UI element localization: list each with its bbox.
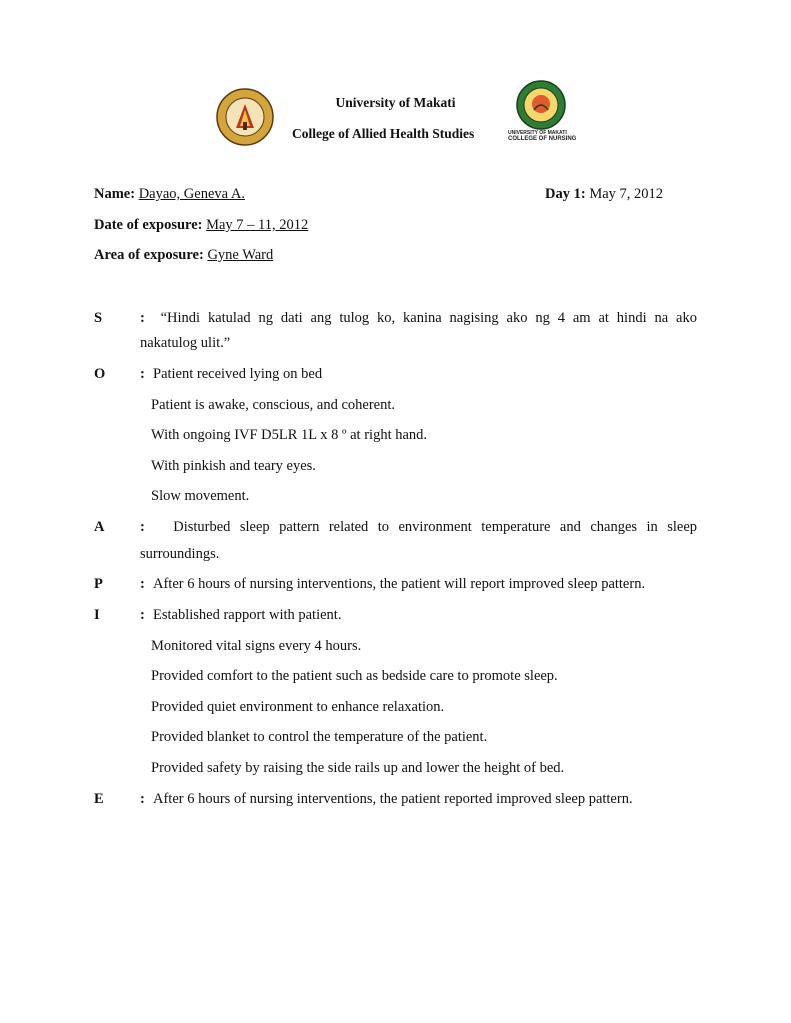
colon: :	[140, 791, 145, 807]
soap-letter-e: E	[94, 791, 104, 807]
day-row	[545, 186, 663, 203]
subjective-text-1: “Hindi katulad ng dati ang tulog ko, kanina nagising ako ng 4 am at hindi na ako	[160, 310, 697, 326]
intervention-item: Provided comfort to the patient such as bedside care to promote sleep.	[151, 668, 558, 684]
seal-caption-line-2: COLLEGE OF NURSING	[508, 136, 577, 142]
name-value: Dayao, Geneva A.	[138, 186, 245, 202]
objective-item: With ongoing IVF D5LR 1L x 8 º at right hand.	[151, 427, 428, 443]
college-title: College of Allied Health Studies	[292, 126, 475, 141]
date-row	[94, 217, 308, 234]
evaluation-text: After 6 hours of nursing interventions, the patient reported improved sleep pattern.	[153, 791, 633, 807]
subjective-line-2: nakatulog ulit.”	[140, 335, 231, 351]
name-label: Name:	[94, 186, 136, 202]
soap-letter-o: O	[94, 366, 106, 382]
intervention-item: Provided quiet environment to enhance relaxation.	[151, 699, 445, 715]
name-row	[94, 186, 245, 203]
colon: :	[140, 310, 145, 326]
intervention-item: Monitored vital signs every 4 hours.	[151, 638, 362, 654]
soap-letter-s: S	[94, 310, 103, 326]
objective-item: Patient is awake, conscious, and coherent.	[151, 397, 396, 413]
date-label: Date of exposure:	[94, 217, 203, 233]
colon: :	[140, 366, 145, 382]
day-value: May 7, 2012	[589, 186, 664, 202]
area-value: Gyne Ward	[207, 247, 274, 263]
day-label: Day 1:	[545, 186, 586, 202]
assessment-line-1	[140, 519, 697, 536]
objective-item: With pinkish and teary eyes.	[151, 458, 316, 474]
soap-letter-i: I	[94, 607, 100, 623]
intervention-item: Provided blanket to control the temperature of the patient.	[151, 729, 488, 745]
university-title: University of Makati	[335, 95, 456, 110]
area-label: Area of exposure:	[94, 247, 204, 263]
area-row	[94, 247, 273, 264]
date-value: May 7 – 11, 2012	[206, 217, 309, 233]
colon: :	[140, 607, 145, 623]
soap-letter-a: A	[94, 519, 105, 535]
assessment-text-1: Disturbed sleep pattern related to environment temperature and changes in sleep	[173, 519, 698, 535]
intervention-item: Provided safety by raising the side rails up and lower the height of bed.	[151, 760, 565, 776]
seal-caption-line-1: UNIVERSITY OF MAKATI	[508, 130, 567, 136]
colon: :	[140, 576, 145, 592]
colon: :	[140, 519, 145, 535]
objective-item: Slow movement.	[151, 488, 250, 504]
objective-item: Patient received lying on bed	[153, 366, 323, 382]
intervention-item: Established rapport with patient.	[153, 607, 342, 623]
soap-letter-p: P	[94, 576, 103, 592]
assessment-line-2: surroundings.	[140, 546, 220, 562]
plan-text: After 6 hours of nursing interventions, the patient will report improved sleep pattern.	[153, 576, 646, 592]
subjective-line-1	[140, 310, 697, 327]
college-of-nursing-caption	[508, 130, 576, 142]
